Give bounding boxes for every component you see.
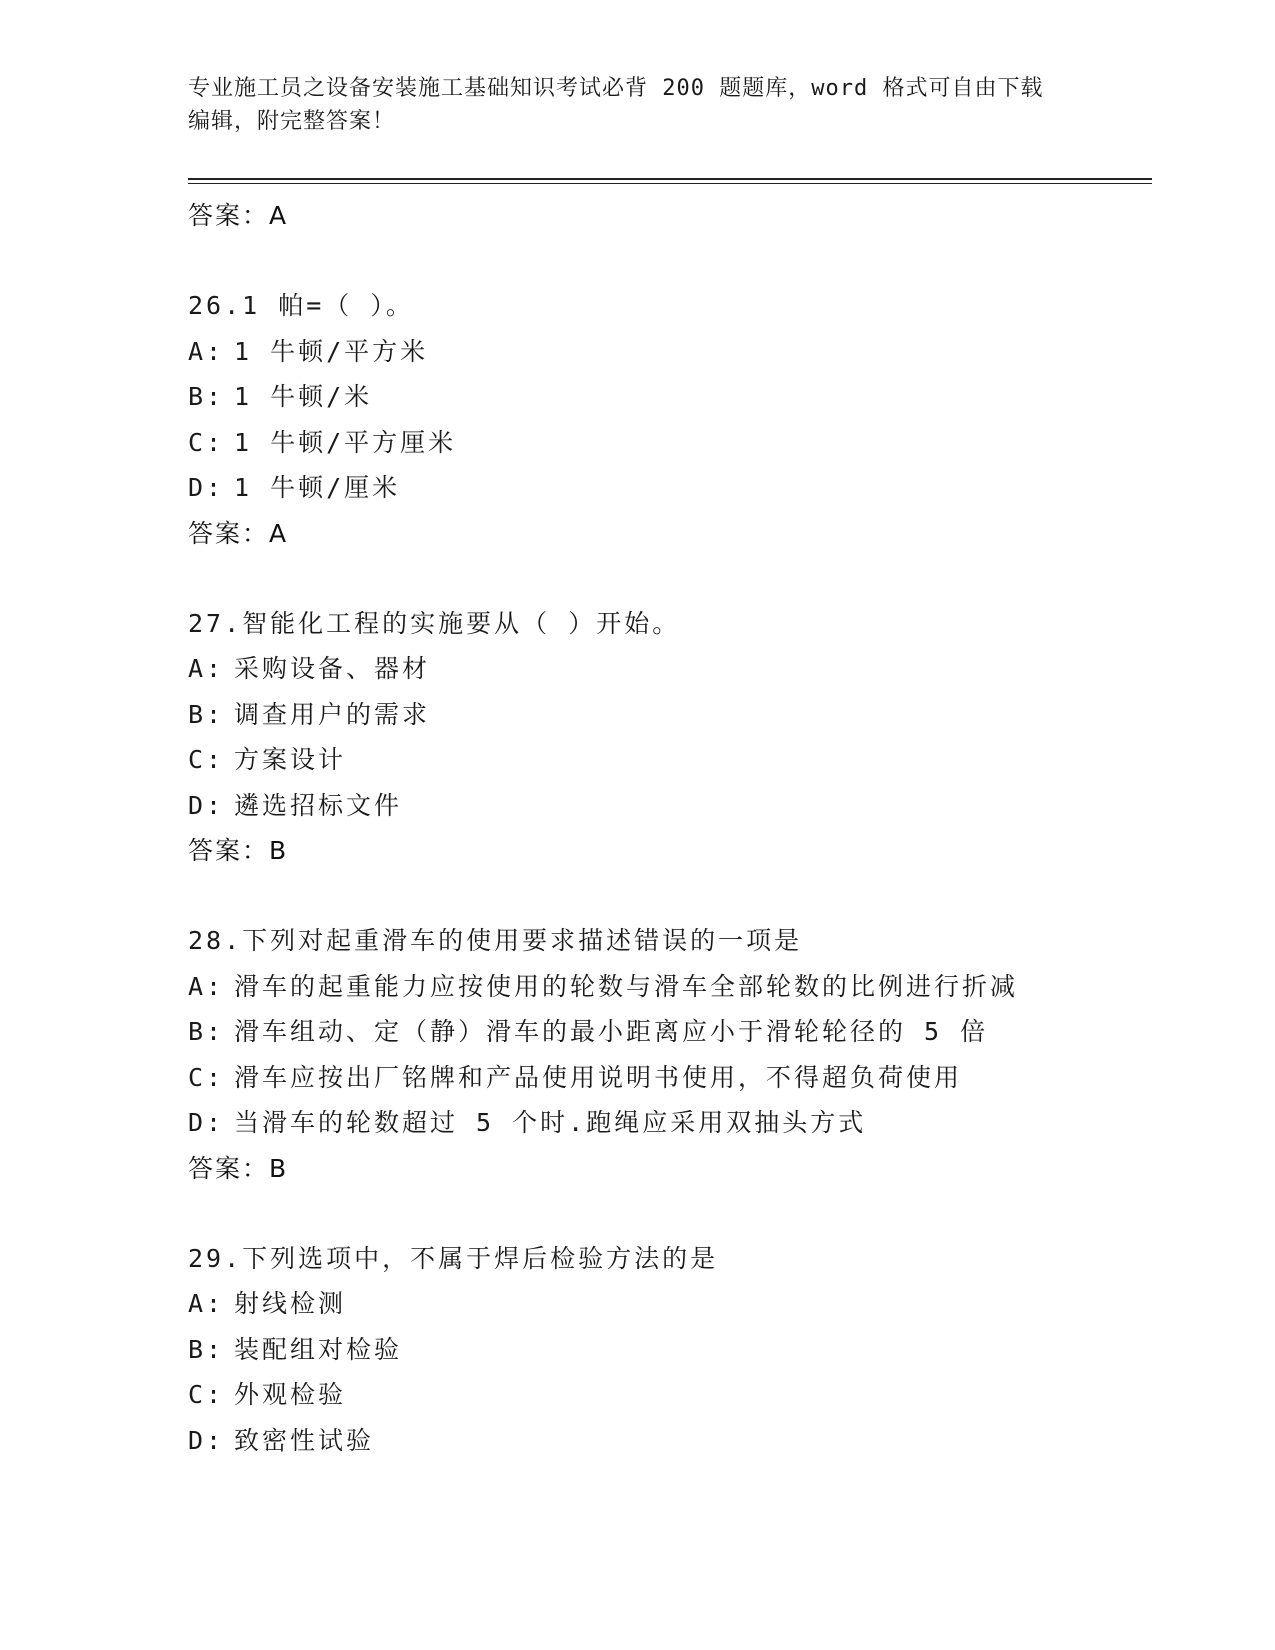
spacer <box>188 557 1148 601</box>
option-letter: A: <box>188 336 225 366</box>
option-letter: A: <box>188 654 225 683</box>
option-letter: C: <box>188 1062 225 1092</box>
option-b <box>188 1009 1148 1055</box>
option-text: 致密性试验 <box>234 1425 375 1455</box>
option-text: 采购设备、器材 <box>234 654 431 683</box>
answer-line: 答案：A <box>188 518 289 548</box>
option-b <box>188 374 1148 420</box>
option-a <box>188 329 1148 375</box>
option-c <box>188 737 1148 783</box>
option-c <box>188 420 1148 466</box>
spacer <box>188 239 1148 283</box>
header-line-2: 编辑，附完整答案！ <box>188 109 396 134</box>
option-letter: A: <box>188 971 225 1001</box>
question-list <box>188 193 1148 1463</box>
option-letter: B: <box>188 1334 225 1364</box>
question-block <box>188 283 1148 557</box>
option-text: 射线检测 <box>234 1289 347 1318</box>
option-a <box>188 1281 1148 1327</box>
option-b <box>188 692 1148 738</box>
option-text: 1 牛顿/厘米 <box>234 473 401 502</box>
option-letter: C: <box>188 427 225 457</box>
option-text: 装配组对检验 <box>234 1334 403 1364</box>
option-text: 方案设计 <box>234 745 347 774</box>
option-text: 外观检验 <box>234 1380 347 1409</box>
option-text: 当滑车的轮数超过 5 个时.跑绳应采用双抽头方式 <box>234 1108 867 1137</box>
question-block <box>188 918 1148 1192</box>
question-text: 26.1 帕=（ ）。 <box>188 291 414 320</box>
option-text: 调查用户的需求 <box>234 699 431 729</box>
question-block <box>188 1236 1148 1464</box>
option-letter: B: <box>188 1017 225 1046</box>
question-text: 28.下列对起重滑车的使用要求描述错误的一项是 <box>188 926 803 955</box>
option-d <box>188 1100 1148 1146</box>
option-letter: D: <box>188 790 225 820</box>
option-text: 滑车组动、定（静）滑车的最小距离应小于滑轮轮径的 5 倍 <box>234 1017 989 1046</box>
question-block <box>188 601 1148 875</box>
option-text: 滑车应按出厂铭牌和产品使用说明书使用，不得超负荷使用 <box>234 1062 963 1092</box>
option-letter: C: <box>188 1380 225 1409</box>
previous-answer: 答案：A <box>188 201 289 230</box>
spacer <box>188 1192 1148 1236</box>
option-d <box>188 783 1148 829</box>
option-a <box>188 646 1148 692</box>
option-letter: B: <box>188 699 225 729</box>
option-text: 1 牛顿/米 <box>234 382 373 411</box>
header-rule-thick <box>188 178 1152 180</box>
question-text: 27.智能化工程的实施要从（ ）开始。 <box>188 608 681 638</box>
option-letter: A: <box>188 1289 225 1318</box>
option-letter: C: <box>188 745 225 774</box>
option-b <box>188 1327 1148 1373</box>
page-header <box>188 72 1068 138</box>
answer-line: 答案：B <box>188 836 289 865</box>
option-letter: B: <box>188 382 225 411</box>
spacer <box>188 874 1148 918</box>
header-rule-thin <box>188 183 1152 184</box>
option-letter: D: <box>188 1108 225 1137</box>
option-letter: D: <box>188 1425 225 1455</box>
question-text: 29.下列选项中，不属于焊后检验方法的是 <box>188 1243 719 1273</box>
option-c <box>188 1372 1148 1418</box>
option-a <box>188 964 1148 1010</box>
option-text: 遴选招标文件 <box>234 790 403 820</box>
answer-line: 答案：B <box>188 1153 289 1183</box>
option-d <box>188 1418 1148 1464</box>
option-text: 滑车的起重能力应按使用的轮数与滑车全部轮数的比例进行折减 <box>234 971 1019 1001</box>
option-text: 1 牛顿/平方厘米 <box>234 427 457 457</box>
option-text: 1 牛顿/平方米 <box>234 336 429 366</box>
header-line-1: 专业施工员之设备安装施工基础知识考试必背 200 题题库，word 格式可自由下载 <box>188 76 1044 101</box>
option-d <box>188 465 1148 511</box>
option-c <box>188 1055 1148 1101</box>
option-letter: D: <box>188 473 225 502</box>
